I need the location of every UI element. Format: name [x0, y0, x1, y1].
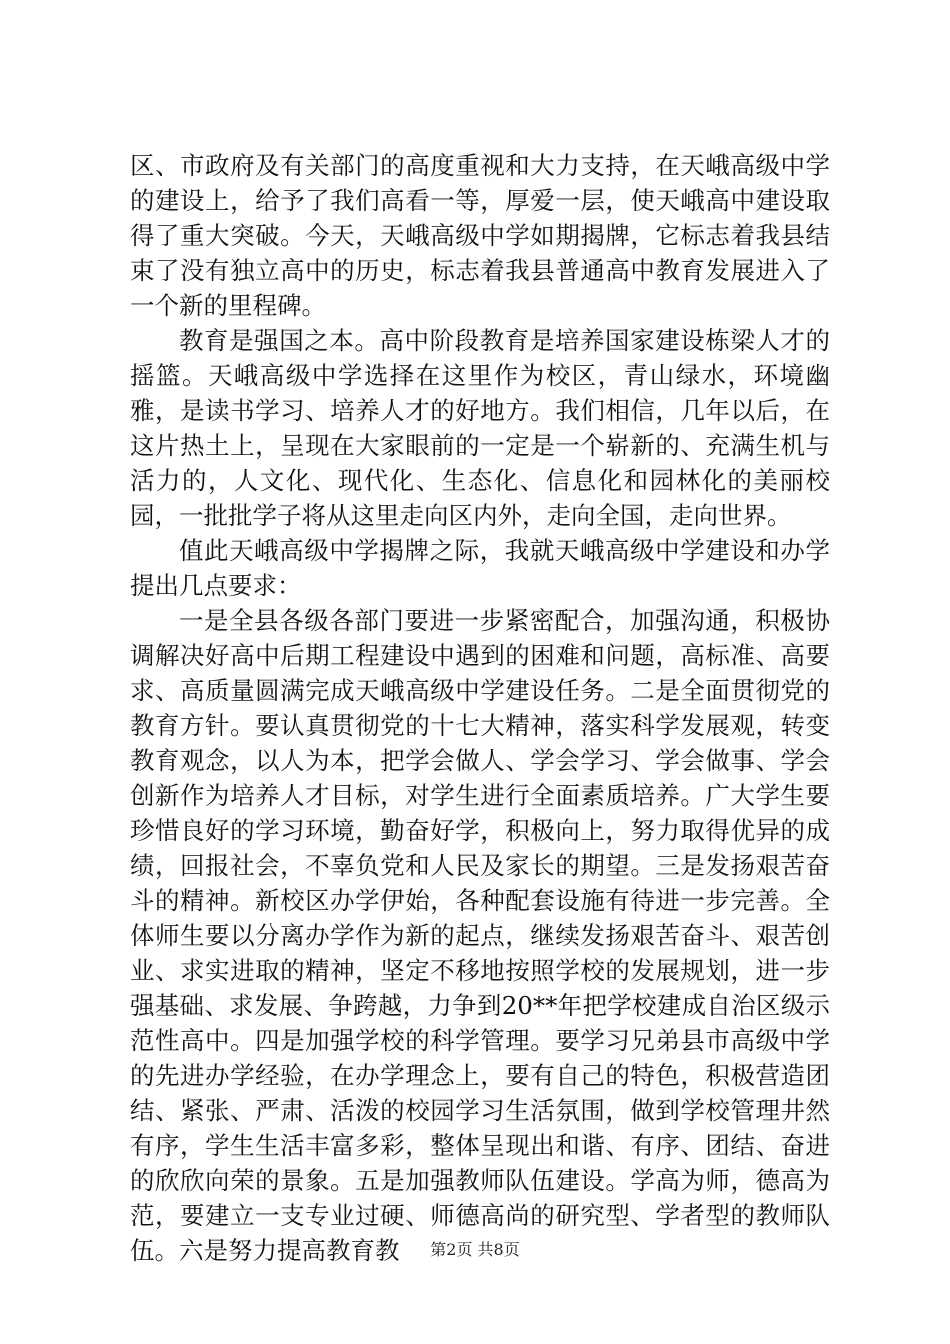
document-body: [130, 148, 830, 1268]
paragraph-1: 区、市政府及有关部门的高度重视和大力支持，在天峨高级中学的建设上，给予了我们高看一等，厚爱一层，使天峨高中建设取得了重大突破。今天，天峨高级中学如期揭牌，它标志着我县结束了没有独立高中的历史，标志着我县普通高中教育发展进入了一个新的里程碑。: [130, 151, 830, 320]
page-number: 第2页: [430, 1240, 473, 1259]
page-total: 共8页: [477, 1240, 520, 1259]
paragraph-3: 值此天峨高级中学揭牌之际，我就天峨高级中学建设和办学提出几点要求：: [130, 536, 830, 600]
paragraph-2: 教育是强国之本。高中阶段教育是培养国家建设栋梁人才的摇篮。天峨高级中学选择在这里作为校区，青山绿水，环境幽雅，是读书学习、培养人才的好地方。我们相信，几年以后，在这片热土上，呈现在大家眼前的一定是一个崭新的、充满生机与活力的，人文化、现代化、生态化、信息化和园林化的美丽校园，一批批学子将从这里走向区内外，走向全国，走向世界。: [130, 326, 830, 530]
paragraph-4: 一是全县各级各部门要进一步紧密配合，加强沟通，积极协调解决好高中后期工程建设中遇到的困难和问题，高标准、高要求、高质量圆满完成天峨高级中学建设任务。二是全面贯彻党的教育方针。要认真贯彻党的十七大精神，落实科学发展观，转变教育观念，以人为本，把学会做人、学会学习、学会做事、学会创新作为培养人才目标，对学生进行全面素质培养。广大学生要珍惜良好的学习环境，勤奋好学，积极向上，努力取得优异的成绩，回报社会，不辜负党和人民及家长的期望。三是发扬艰苦奋斗的精神。新校区办学伊始，各种配套设施有待进一步完善。全体师生要以分离办学作为新的起点，继续发扬艰苦奋斗、艰苦创业、求实进取的精神，坚定不移地按照学校的发展规划，进一步强基础、求发展、争跨越，力争到20**年把学校建成自治区级示范性高中。四是加强学校的科学管理。要学习兄弟县市高级中学的先进办学经验，在办学理念上，要有自己的特色，积极营造团结、紧张、严肃、活泼的校园学习生活氛围，做到学校管理井然有序，学生生活丰富多彩，整体呈现出和谐、有序、团结、奋进的欣欣向荣的景象。五是加强教师队伍建设。学高为师，德高为范，要建立一支专业过硬、师德高尚的研究型、学者型的教师队伍。六是努力提高教育教: [130, 606, 830, 1265]
page-footer: [0, 1240, 950, 1260]
